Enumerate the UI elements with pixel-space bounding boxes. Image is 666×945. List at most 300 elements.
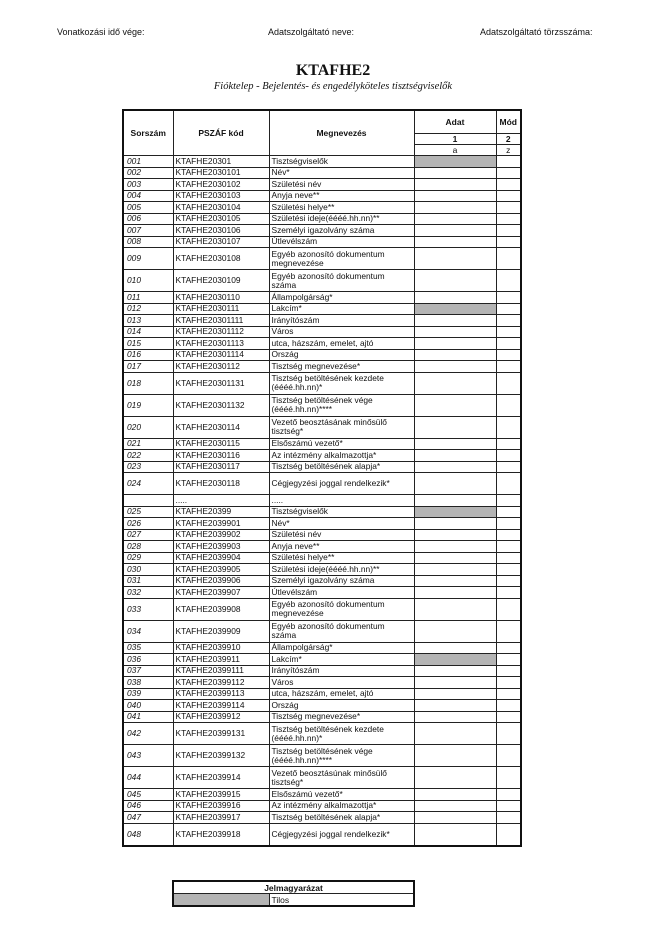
table-row	[123, 789, 521, 801]
table-row	[123, 315, 521, 327]
row-name-cell: utca, házszám, emelet, ajtó	[269, 338, 414, 350]
row-adat-cell-forbidden	[414, 506, 496, 518]
row-number-cell: 028	[123, 541, 173, 553]
row-name-cell: Cégjegyzési joggal rendelkezik*	[269, 823, 414, 846]
row-mod-cell[interactable]	[496, 315, 521, 327]
row-name-cell: utca, házszám, emelet, ajtó	[269, 688, 414, 700]
row-name-cell: Születési ideje(éééé.hh.nn)**	[269, 213, 414, 225]
row-number-cell: 033	[123, 598, 173, 620]
row-number-cell: 001	[123, 156, 173, 168]
row-code-cell: KTAFHE2039912	[173, 711, 269, 723]
table-row	[123, 518, 521, 530]
row-code-cell: KTAFHE2039911	[173, 654, 269, 666]
row-mod-cell[interactable]	[496, 349, 521, 361]
table-row	[123, 167, 521, 179]
row-number-cell: 014	[123, 326, 173, 338]
table-row	[123, 745, 521, 767]
row-mod-cell[interactable]	[496, 303, 521, 315]
row-name-cell: Születési ideje(éééé.hh.nn)**	[269, 564, 414, 576]
column-letter-adat: a	[414, 145, 496, 156]
row-number-cell: 002	[123, 167, 173, 179]
row-name-cell: Az intézmény alkalmazottja*	[269, 800, 414, 812]
column-header-mod: Mód	[496, 110, 521, 134]
row-code-cell: KTAFHE2030116	[173, 450, 269, 462]
row-mod-cell[interactable]	[496, 665, 521, 677]
row-code-cell: KTAFHE20399132	[173, 745, 269, 767]
row-code-cell: KTAFHE20301113	[173, 338, 269, 350]
row-code-cell: KTAFHE2039910	[173, 642, 269, 654]
table-row	[123, 654, 521, 666]
row-name-cell: Tisztség betöltésének alapja*	[269, 812, 414, 824]
row-code-cell: KTAFHE2039916	[173, 800, 269, 812]
row-number-cell: 043	[123, 745, 173, 767]
row-adat-cell[interactable]	[414, 812, 496, 824]
row-adat-cell[interactable]	[414, 349, 496, 361]
row-name-cell: Tisztség megnevezése*	[269, 361, 414, 373]
row-adat-cell[interactable]	[414, 236, 496, 248]
row-mod-cell[interactable]	[496, 529, 521, 541]
row-number-cell: 024	[123, 473, 173, 495]
row-code-cell: KTAFHE2030118	[173, 473, 269, 495]
table-row	[123, 812, 521, 824]
row-adat-cell[interactable]	[414, 450, 496, 462]
column-letter-mod: z	[496, 145, 521, 156]
table-row	[123, 564, 521, 576]
table-row	[123, 642, 521, 654]
row-adat-cell[interactable]	[414, 575, 496, 587]
row-name-cell: Anyja neve**	[269, 190, 414, 202]
row-adat-cell[interactable]	[414, 723, 496, 745]
row-code-cell: KTAFHE20399113	[173, 688, 269, 700]
table-row	[123, 688, 521, 700]
row-name-cell: Név*	[269, 518, 414, 530]
row-number-cell: 026	[123, 518, 173, 530]
row-number-cell: 038	[123, 677, 173, 689]
table-row	[123, 156, 521, 168]
row-adat-cell[interactable]	[414, 688, 496, 700]
table-row	[123, 438, 521, 450]
row-name-cell: Útlevélszám	[269, 587, 414, 599]
row-mod-cell[interactable]	[496, 800, 521, 812]
row-name-cell: Lakcím*	[269, 654, 414, 666]
row-name-cell: Város	[269, 677, 414, 689]
row-number-cell: 034	[123, 620, 173, 642]
row-number-cell: 004	[123, 190, 173, 202]
row-name-cell: Egyéb azonosító dokumentum megnevezése	[269, 248, 414, 270]
row-mod-cell[interactable]	[496, 473, 521, 495]
row-code-cell: KTAFHE2030115	[173, 438, 269, 450]
row-number-cell: 005	[123, 202, 173, 214]
row-adat-cell[interactable]	[414, 789, 496, 801]
row-adat-cell[interactable]	[414, 461, 496, 473]
row-name-cell: Születési helye**	[269, 552, 414, 564]
row-number-cell: 048	[123, 823, 173, 846]
row-adat-cell[interactable]	[414, 823, 496, 846]
row-number-cell: 035	[123, 642, 173, 654]
row-mod-cell[interactable]	[496, 654, 521, 666]
row-mod-cell[interactable]	[496, 700, 521, 712]
table-row	[123, 202, 521, 214]
row-number-cell: 007	[123, 225, 173, 237]
row-code-cell: KTAFHE20399	[173, 506, 269, 518]
row-code-cell: KTAFHE2030104	[173, 202, 269, 214]
row-name-cell: Tisztségviselők	[269, 156, 414, 168]
row-number-cell: 022	[123, 450, 173, 462]
row-adat-cell[interactable]	[414, 587, 496, 599]
row-adat-cell[interactable]	[414, 767, 496, 789]
row-number-cell: 006	[123, 213, 173, 225]
legend-forbidden-swatch	[173, 894, 269, 907]
row-number-cell: 017	[123, 361, 173, 373]
row-name-cell: Tisztség betöltésének kezdete (éééé.hh.nn)*	[269, 372, 414, 394]
row-mod-cell[interactable]	[496, 156, 521, 168]
row-number-cell: 032	[123, 587, 173, 599]
row-name-cell: Személyi igazolvány száma	[269, 575, 414, 587]
row-number-cell: 008	[123, 236, 173, 248]
table-row	[123, 575, 521, 587]
row-number-cell: 013	[123, 315, 173, 327]
row-name-cell: Egyéb azonosító dokumentum száma	[269, 620, 414, 642]
row-number-cell: 012	[123, 303, 173, 315]
row-mod-cell[interactable]	[496, 167, 521, 179]
table-row	[123, 225, 521, 237]
row-mod-cell[interactable]	[496, 598, 521, 620]
table-row	[123, 450, 521, 462]
row-mod-cell[interactable]	[496, 552, 521, 564]
row-mod-cell[interactable]	[496, 338, 521, 350]
row-adat-cell[interactable]	[414, 292, 496, 304]
row-number-cell: 027	[123, 529, 173, 541]
row-name-cell: Személyi igazolvány száma	[269, 225, 414, 237]
row-code-cell: KTAFHE2039918	[173, 823, 269, 846]
row-adat-cell[interactable]	[414, 677, 496, 689]
row-mod-cell[interactable]	[496, 248, 521, 270]
row-code-cell: KTAFHE2039917	[173, 812, 269, 824]
table-row	[123, 665, 521, 677]
table-row	[123, 552, 521, 564]
row-name-cell: Város	[269, 326, 414, 338]
row-adat-cell[interactable]	[414, 225, 496, 237]
row-number-cell: 021	[123, 438, 173, 450]
row-mod-cell[interactable]	[496, 372, 521, 394]
row-code-cell: KTAFHE2039914	[173, 767, 269, 789]
legend-title: Jelmagyarázat	[173, 881, 414, 894]
row-code-cell: KTAFHE2039905	[173, 564, 269, 576]
row-name-cell: Születési név	[269, 529, 414, 541]
row-code-cell: KTAFHE2039909	[173, 620, 269, 642]
row-mod-cell[interactable]	[496, 179, 521, 191]
row-mod-cell[interactable]	[496, 745, 521, 767]
row-adat-cell[interactable]	[414, 372, 496, 394]
row-mod-cell[interactable]	[496, 642, 521, 654]
legend-forbidden-label: Tilos	[269, 894, 414, 907]
row-number-cell: 011	[123, 292, 173, 304]
row-adat-cell[interactable]	[414, 213, 496, 225]
row-mod-cell[interactable]	[496, 326, 521, 338]
row-adat-cell[interactable]	[414, 642, 496, 654]
row-adat-cell[interactable]	[414, 518, 496, 530]
row-number-cell: 047	[123, 812, 173, 824]
row-name-cell: Elsőszámú vezető*	[269, 438, 414, 450]
row-name-cell: Egyéb azonosító dokumentum megnevezése	[269, 598, 414, 620]
row-adat-cell[interactable]	[414, 598, 496, 620]
table-row	[123, 711, 521, 723]
row-code-cell: KTAFHE2039901	[173, 518, 269, 530]
data-table	[122, 109, 522, 847]
row-adat-cell[interactable]	[414, 711, 496, 723]
row-number-cell: 031	[123, 575, 173, 587]
provider-name-label: Adatszolgáltató neve:	[268, 27, 355, 37]
row-adat-cell[interactable]	[414, 620, 496, 642]
reference-period-end-label: Vonatkozási idő vége:	[57, 27, 145, 37]
row-name-cell: Tisztség betöltésének alapja*	[269, 461, 414, 473]
table-row	[123, 179, 521, 191]
row-code-cell: KTAFHE2030106	[173, 225, 269, 237]
row-mod-cell[interactable]	[496, 236, 521, 248]
row-adat-cell[interactable]	[414, 665, 496, 677]
row-mod-cell[interactable]	[496, 677, 521, 689]
row-mod-cell[interactable]	[496, 450, 521, 462]
row-code-cell: KTAFHE20399131	[173, 723, 269, 745]
row-adat-cell[interactable]	[414, 529, 496, 541]
row-adat-cell[interactable]	[414, 248, 496, 270]
row-number-cell: 029	[123, 552, 173, 564]
legend-table	[172, 880, 415, 907]
row-name-cell: Születési név	[269, 179, 414, 191]
row-number-cell: 023	[123, 461, 173, 473]
row-name-cell: Vezető beosztásának minősülő tisztség*	[269, 416, 414, 438]
row-name-cell: Vezető beosztásúnak minősülő tisztség*	[269, 767, 414, 789]
row-number-cell: 025	[123, 506, 173, 518]
table-row	[123, 349, 521, 361]
row-mod-cell[interactable]	[496, 506, 521, 518]
row-number-cell: 041	[123, 711, 173, 723]
row-adat-cell-forbidden	[414, 303, 496, 315]
table-row	[123, 190, 521, 202]
row-mod-cell[interactable]	[496, 723, 521, 745]
table-row	[123, 338, 521, 350]
row-code-cell: KTAFHE20301112	[173, 326, 269, 338]
column-number-mod: 2	[496, 134, 521, 145]
row-code-cell: KTAFHE2039906	[173, 575, 269, 587]
row-name-cell: Ország	[269, 349, 414, 361]
row-number-cell: 046	[123, 800, 173, 812]
row-number-cell: 020	[123, 416, 173, 438]
row-code-cell: .....	[173, 495, 269, 507]
row-code-cell: KTAFHE2030110	[173, 292, 269, 304]
row-code-cell: KTAFHE2030101	[173, 167, 269, 179]
row-adat-cell-forbidden	[414, 654, 496, 666]
row-name-cell: Irányítószám	[269, 665, 414, 677]
row-name-cell: Elsőszámú vezető*	[269, 789, 414, 801]
row-adat-cell[interactable]	[414, 167, 496, 179]
row-name-cell: Tisztség betöltésének vége (éééé.hh.nn)****	[269, 394, 414, 416]
table-row	[123, 677, 521, 689]
row-adat-cell[interactable]	[414, 338, 496, 350]
table-row-ellipsis	[123, 495, 521, 507]
table-row	[123, 541, 521, 553]
row-code-cell: KTAFHE20399111	[173, 665, 269, 677]
row-mod-cell[interactable]	[496, 202, 521, 214]
row-number-cell: 040	[123, 700, 173, 712]
table-row	[123, 598, 521, 620]
row-name-cell: Ország	[269, 700, 414, 712]
row-adat-cell[interactable]	[414, 315, 496, 327]
row-mod-cell[interactable]	[496, 812, 521, 824]
row-code-cell: KTAFHE2039902	[173, 529, 269, 541]
row-adat-cell[interactable]	[414, 394, 496, 416]
row-number-cell: 037	[123, 665, 173, 677]
row-mod-cell[interactable]	[496, 767, 521, 789]
row-adat-cell[interactable]	[414, 416, 496, 438]
row-adat-cell[interactable]	[414, 179, 496, 191]
table-body-top	[123, 156, 521, 495]
row-mod-cell[interactable]	[496, 541, 521, 553]
row-mod-cell[interactable]	[496, 438, 521, 450]
row-code-cell: KTAFHE20301111	[173, 315, 269, 327]
row-code-cell: KTAFHE20399112	[173, 677, 269, 689]
row-name-cell: Név*	[269, 167, 414, 179]
row-mod-cell[interactable]	[496, 270, 521, 292]
provider-registration-number-label: Adatszolgáltató törzsszáma:	[480, 27, 593, 37]
row-name-cell: Irányítószám	[269, 315, 414, 327]
row-adat-cell[interactable]	[414, 541, 496, 553]
row-code-cell: KTAFHE2039904	[173, 552, 269, 564]
row-number-cell: 015	[123, 338, 173, 350]
row-name-cell: Állampolgárság*	[269, 292, 414, 304]
row-mod-cell[interactable]	[496, 213, 521, 225]
table-row	[123, 292, 521, 304]
row-code-cell: KTAFHE2039907	[173, 587, 269, 599]
table-row	[123, 416, 521, 438]
row-code-cell: KTAFHE2030112	[173, 361, 269, 373]
row-adat-cell[interactable]	[414, 564, 496, 576]
row-adat-cell[interactable]	[414, 552, 496, 564]
row-mod-cell[interactable]	[496, 292, 521, 304]
table-body-bottom	[123, 506, 521, 846]
row-code-cell: KTAFHE2030103	[173, 190, 269, 202]
row-adat-cell[interactable]	[414, 700, 496, 712]
row-name-cell: Születési helye**	[269, 202, 414, 214]
row-adat-cell[interactable]	[414, 800, 496, 812]
row-adat-cell[interactable]	[414, 495, 496, 507]
row-code-cell: KTAFHE2039915	[173, 789, 269, 801]
row-name-cell: Anyja neve**	[269, 541, 414, 553]
table-row	[123, 723, 521, 745]
row-code-cell: KTAFHE2030102	[173, 179, 269, 191]
row-mod-cell[interactable]	[496, 823, 521, 846]
row-number-cell	[123, 495, 173, 507]
row-number-cell: 016	[123, 349, 173, 361]
row-mod-cell[interactable]	[496, 789, 521, 801]
table-body-ellipsis	[123, 495, 521, 507]
row-mod-cell[interactable]	[496, 394, 521, 416]
row-number-cell: 045	[123, 789, 173, 801]
column-header-sorszam: Sorszám	[123, 110, 173, 156]
row-code-cell: KTAFHE2030108	[173, 248, 269, 270]
table-row	[123, 394, 521, 416]
row-number-cell: 036	[123, 654, 173, 666]
column-number-adat: 1	[414, 134, 496, 145]
row-number-cell: 010	[123, 270, 173, 292]
row-number-cell: 018	[123, 372, 173, 394]
row-name-cell: Az intézmény alkalmazottja*	[269, 450, 414, 462]
row-code-cell: KTAFHE20301114	[173, 349, 269, 361]
row-adat-cell[interactable]	[414, 361, 496, 373]
row-mod-cell[interactable]	[496, 461, 521, 473]
row-mod-cell[interactable]	[496, 190, 521, 202]
table-row	[123, 270, 521, 292]
row-name-cell: Állampolgárság*	[269, 642, 414, 654]
row-mod-cell[interactable]	[496, 711, 521, 723]
row-mod-cell[interactable]	[496, 518, 521, 530]
row-mod-cell[interactable]	[496, 587, 521, 599]
row-code-cell: KTAFHE20399114	[173, 700, 269, 712]
row-mod-cell[interactable]	[496, 225, 521, 237]
row-name-cell: Cégjegyzési joggal rendelkezik*	[269, 473, 414, 495]
row-adat-cell[interactable]	[414, 438, 496, 450]
form-title: KTAFHE2	[295, 62, 371, 79]
row-adat-cell-forbidden	[414, 156, 496, 168]
column-header-pszaf-code: PSZÁF kód	[173, 110, 269, 156]
row-mod-cell[interactable]	[496, 620, 521, 642]
row-code-cell: KTAFHE2030114	[173, 416, 269, 438]
row-code-cell: KTAFHE2030107	[173, 236, 269, 248]
row-adat-cell[interactable]	[414, 202, 496, 214]
row-code-cell: KTAFHE2039903	[173, 541, 269, 553]
row-mod-cell[interactable]	[496, 575, 521, 587]
table-row	[123, 213, 521, 225]
row-code-cell: KTAFHE20301	[173, 156, 269, 168]
row-code-cell: KTAFHE20301132	[173, 394, 269, 416]
row-name-cell: Tisztség betöltésének kezdete (éééé.hh.nn)*	[269, 723, 414, 745]
row-mod-cell[interactable]	[496, 495, 521, 507]
row-mod-cell[interactable]	[496, 416, 521, 438]
row-code-cell: KTAFHE2030117	[173, 461, 269, 473]
row-name-cell: Tisztség megnevezése*	[269, 711, 414, 723]
row-number-cell: 030	[123, 564, 173, 576]
table-row	[123, 800, 521, 812]
row-number-cell: 003	[123, 179, 173, 191]
row-code-cell: KTAFHE2030109	[173, 270, 269, 292]
table-row	[123, 361, 521, 373]
row-number-cell: 019	[123, 394, 173, 416]
row-adat-cell[interactable]	[414, 270, 496, 292]
row-mod-cell[interactable]	[496, 688, 521, 700]
row-adat-cell[interactable]	[414, 745, 496, 767]
row-code-cell: KTAFHE20301131	[173, 372, 269, 394]
row-adat-cell[interactable]	[414, 326, 496, 338]
row-number-cell: 042	[123, 723, 173, 745]
table-row	[123, 700, 521, 712]
row-mod-cell[interactable]	[496, 361, 521, 373]
table-row	[123, 248, 521, 270]
row-name-cell: Útlevélszám	[269, 236, 414, 248]
table-row	[123, 236, 521, 248]
table-row	[123, 620, 521, 642]
row-name-cell: .....	[269, 495, 414, 507]
row-name-cell: Egyéb azonosító dokumentum száma	[269, 270, 414, 292]
row-mod-cell[interactable]	[496, 564, 521, 576]
form-subtitle: Fióktelep - Bejelentés- és engedélyköteles tisztségviselők	[213, 81, 453, 92]
row-adat-cell[interactable]	[414, 190, 496, 202]
row-code-cell: KTAFHE2030111	[173, 303, 269, 315]
row-number-cell: 039	[123, 688, 173, 700]
row-adat-cell[interactable]	[414, 473, 496, 495]
row-name-cell: Lakcím*	[269, 303, 414, 315]
table-row	[123, 303, 521, 315]
row-number-cell: 044	[123, 767, 173, 789]
